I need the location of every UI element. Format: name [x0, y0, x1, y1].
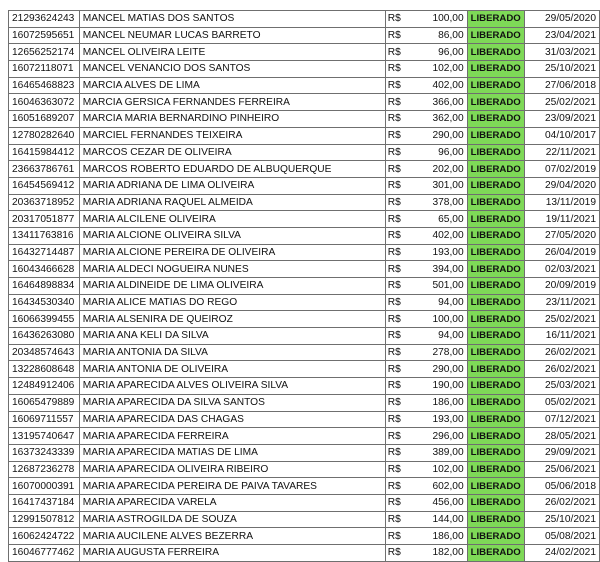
id-cell: 16046777462 [9, 545, 80, 562]
table-row [9, 127, 600, 144]
currency-cell: R$ [385, 394, 427, 411]
amount-cell: 366,00 [427, 94, 467, 111]
name-cell: MANCEL OLIVEIRA LEITE [79, 44, 385, 61]
status-badge: LIBERADO [467, 161, 524, 178]
currency-cell: R$ [385, 261, 427, 278]
name-cell: MANCEL NEUMAR LUCAS BARRETO [79, 27, 385, 44]
amount-cell: 290,00 [427, 127, 467, 144]
amount-cell: 190,00 [427, 378, 467, 395]
status-badge: LIBERADO [467, 11, 524, 28]
name-cell: MARIA ASTROGILDA DE SOUZA [79, 511, 385, 528]
id-cell: 16417437184 [9, 494, 80, 511]
id-cell: 16434530340 [9, 294, 80, 311]
table-row [9, 411, 600, 428]
name-cell: MARIA APARECIDA MATIAS DE LIMA [79, 444, 385, 461]
amount-cell: 278,00 [427, 344, 467, 361]
currency-cell: R$ [385, 478, 427, 495]
name-cell: MANCEL VENANCIO DOS SANTOS [79, 61, 385, 78]
name-cell: MARIA ALCIONE PEREIRA DE OLIVEIRA [79, 244, 385, 261]
id-cell: 16043466628 [9, 261, 80, 278]
status-badge: LIBERADO [467, 127, 524, 144]
table-body [9, 11, 600, 562]
amount-cell: 389,00 [427, 444, 467, 461]
date-cell: 16/11/2021 [524, 328, 599, 345]
name-cell: MARIA ANA KELI DA SILVA [79, 328, 385, 345]
id-cell: 23663786761 [9, 161, 80, 178]
id-cell: 16070000391 [9, 478, 80, 495]
currency-cell: R$ [385, 494, 427, 511]
currency-cell: R$ [385, 328, 427, 345]
date-cell: 25/10/2021 [524, 61, 599, 78]
currency-cell: R$ [385, 545, 427, 562]
amount-cell: 296,00 [427, 428, 467, 445]
amount-cell: 501,00 [427, 278, 467, 295]
date-cell: 25/06/2021 [524, 461, 599, 478]
table-row [9, 211, 600, 228]
id-cell: 16066399455 [9, 311, 80, 328]
date-cell: 26/02/2021 [524, 494, 599, 511]
table-row [9, 344, 600, 361]
id-cell: 16464898834 [9, 278, 80, 295]
table-row [9, 394, 600, 411]
currency-cell: R$ [385, 444, 427, 461]
currency-cell: R$ [385, 211, 427, 228]
date-cell: 05/06/2018 [524, 478, 599, 495]
currency-cell: R$ [385, 161, 427, 178]
amount-cell: 182,00 [427, 545, 467, 562]
amount-cell: 362,00 [427, 111, 467, 128]
name-cell: MARIA APARECIDA VARELA [79, 494, 385, 511]
id-cell: 12780282640 [9, 127, 80, 144]
status-badge: LIBERADO [467, 194, 524, 211]
currency-cell: R$ [385, 461, 427, 478]
date-cell: 27/05/2020 [524, 227, 599, 244]
date-cell: 13/11/2019 [524, 194, 599, 211]
currency-cell: R$ [385, 127, 427, 144]
currency-cell: R$ [385, 244, 427, 261]
name-cell: MARIA ALCIONE OLIVEIRA SILVA [79, 227, 385, 244]
name-cell: MARIA AUGUSTA FERREIRA [79, 545, 385, 562]
date-cell: 27/06/2018 [524, 77, 599, 94]
status-badge: LIBERADO [467, 361, 524, 378]
status-badge: LIBERADO [467, 294, 524, 311]
date-cell: 26/02/2021 [524, 344, 599, 361]
amount-cell: 102,00 [427, 61, 467, 78]
table-row [9, 44, 600, 61]
amount-cell: 193,00 [427, 244, 467, 261]
id-cell: 12656252174 [9, 44, 80, 61]
table-row [9, 328, 600, 345]
amount-cell: 100,00 [427, 11, 467, 28]
date-cell: 07/02/2019 [524, 161, 599, 178]
status-badge: LIBERADO [467, 428, 524, 445]
status-badge: LIBERADO [467, 44, 524, 61]
id-cell: 16072595651 [9, 27, 80, 44]
status-badge: LIBERADO [467, 311, 524, 328]
name-cell: MARIA APARECIDA PEREIRA DE PAIVA TAVARES [79, 478, 385, 495]
currency-cell: R$ [385, 94, 427, 111]
id-cell: 16069711557 [9, 411, 80, 428]
name-cell: MARIA ALSENIRA DE QUEIROZ [79, 311, 385, 328]
amount-cell: 456,00 [427, 494, 467, 511]
date-cell: 22/11/2021 [524, 144, 599, 161]
table-row [9, 177, 600, 194]
amount-cell: 65,00 [427, 211, 467, 228]
currency-cell: R$ [385, 194, 427, 211]
currency-cell: R$ [385, 77, 427, 94]
status-badge: LIBERADO [467, 211, 524, 228]
id-cell: 12991507812 [9, 511, 80, 528]
amount-cell: 86,00 [427, 27, 467, 44]
date-cell: 29/05/2020 [524, 11, 599, 28]
currency-cell: R$ [385, 411, 427, 428]
name-cell: MARCIA MARIA BERNARDINO PINHEIRO [79, 111, 385, 128]
table-row [9, 194, 600, 211]
beneficiary-table [8, 10, 600, 562]
id-cell: 16072118071 [9, 61, 80, 78]
date-cell: 26/02/2021 [524, 361, 599, 378]
name-cell: MARIA APARECIDA OLIVEIRA RIBEIRO [79, 461, 385, 478]
table-row [9, 94, 600, 111]
date-cell: 25/03/2021 [524, 378, 599, 395]
date-cell: 07/12/2021 [524, 411, 599, 428]
table-row [9, 461, 600, 478]
amount-cell: 186,00 [427, 394, 467, 411]
table-row [9, 61, 600, 78]
name-cell: MARIA APARECIDA DAS CHAGAS [79, 411, 385, 428]
name-cell: MANCEL MATIAS DOS SANTOS [79, 11, 385, 28]
table-row [9, 545, 600, 562]
id-cell: 16065479889 [9, 394, 80, 411]
currency-cell: R$ [385, 27, 427, 44]
id-cell: 16051689207 [9, 111, 80, 128]
name-cell: MARIA APARECIDA DA SILVA SANTOS [79, 394, 385, 411]
id-cell: 16373243339 [9, 444, 80, 461]
amount-cell: 602,00 [427, 478, 467, 495]
name-cell: MARIA ADRIANA RAQUEL ALMEIDA [79, 194, 385, 211]
name-cell: MARCIEL FERNANDES TEIXEIRA [79, 127, 385, 144]
date-cell: 23/04/2021 [524, 27, 599, 44]
currency-cell: R$ [385, 361, 427, 378]
currency-cell: R$ [385, 344, 427, 361]
amount-cell: 402,00 [427, 77, 467, 94]
name-cell: MARCIA GERSICA FERNANDES FERREIRA [79, 94, 385, 111]
name-cell: MARCOS ROBERTO EDUARDO DE ALBUQUERQUE [79, 161, 385, 178]
currency-cell: R$ [385, 511, 427, 528]
amount-cell: 96,00 [427, 44, 467, 61]
id-cell: 13195740647 [9, 428, 80, 445]
status-badge: LIBERADO [467, 545, 524, 562]
status-badge: LIBERADO [467, 411, 524, 428]
amount-cell: 202,00 [427, 161, 467, 178]
id-cell: 16432714487 [9, 244, 80, 261]
currency-cell: R$ [385, 11, 427, 28]
table-row [9, 378, 600, 395]
currency-cell: R$ [385, 177, 427, 194]
amount-cell: 144,00 [427, 511, 467, 528]
date-cell: 26/04/2019 [524, 244, 599, 261]
table-row [9, 77, 600, 94]
id-cell: 13411763816 [9, 227, 80, 244]
name-cell: MARCOS CEZAR DE OLIVEIRA [79, 144, 385, 161]
name-cell: MARIA AUCILENE ALVES BEZERRA [79, 528, 385, 545]
status-badge: LIBERADO [467, 94, 524, 111]
date-cell: 29/09/2021 [524, 444, 599, 461]
status-badge: LIBERADO [467, 394, 524, 411]
status-badge: LIBERADO [467, 278, 524, 295]
id-cell: 20348574643 [9, 344, 80, 361]
status-badge: LIBERADO [467, 328, 524, 345]
date-cell: 20/09/2019 [524, 278, 599, 295]
table-row [9, 528, 600, 545]
id-cell: 16454569412 [9, 177, 80, 194]
date-cell: 25/10/2021 [524, 511, 599, 528]
date-cell: 31/03/2021 [524, 44, 599, 61]
status-badge: LIBERADO [467, 227, 524, 244]
name-cell: MARCIA ALVES DE LIMA [79, 77, 385, 94]
table-row [9, 361, 600, 378]
status-badge: LIBERADO [467, 177, 524, 194]
id-cell: 16436263080 [9, 328, 80, 345]
date-cell: 23/11/2021 [524, 294, 599, 311]
amount-cell: 301,00 [427, 177, 467, 194]
date-cell: 25/02/2021 [524, 311, 599, 328]
status-badge: LIBERADO [467, 111, 524, 128]
status-badge: LIBERADO [467, 511, 524, 528]
currency-cell: R$ [385, 428, 427, 445]
table-row [9, 111, 600, 128]
date-cell: 19/11/2021 [524, 211, 599, 228]
table-row [9, 294, 600, 311]
table-row [9, 261, 600, 278]
amount-cell: 290,00 [427, 361, 467, 378]
status-badge: LIBERADO [467, 461, 524, 478]
date-cell: 28/05/2021 [524, 428, 599, 445]
currency-cell: R$ [385, 378, 427, 395]
amount-cell: 394,00 [427, 261, 467, 278]
currency-cell: R$ [385, 144, 427, 161]
status-badge: LIBERADO [467, 444, 524, 461]
status-badge: LIBERADO [467, 144, 524, 161]
date-cell: 24/02/2021 [524, 545, 599, 562]
id-cell: 12687236278 [9, 461, 80, 478]
name-cell: MARIA APARECIDA FERREIRA [79, 428, 385, 445]
currency-cell: R$ [385, 227, 427, 244]
table-row [9, 278, 600, 295]
name-cell: MARIA ANTONIA DE OLIVEIRA [79, 361, 385, 378]
date-cell: 05/02/2021 [524, 394, 599, 411]
id-cell: 16465468823 [9, 77, 80, 94]
table-row [9, 144, 600, 161]
name-cell: MARIA ALICE MATIAS DO REGO [79, 294, 385, 311]
name-cell: MARIA APARECIDA ALVES OLIVEIRA SILVA [79, 378, 385, 395]
table-row [9, 428, 600, 445]
status-badge: LIBERADO [467, 378, 524, 395]
currency-cell: R$ [385, 111, 427, 128]
id-cell: 20317051877 [9, 211, 80, 228]
status-badge: LIBERADO [467, 528, 524, 545]
status-badge: LIBERADO [467, 344, 524, 361]
table-row [9, 478, 600, 495]
status-badge: LIBERADO [467, 478, 524, 495]
currency-cell: R$ [385, 44, 427, 61]
table-row [9, 27, 600, 44]
id-cell: 16046363072 [9, 94, 80, 111]
amount-cell: 94,00 [427, 328, 467, 345]
status-badge: LIBERADO [467, 494, 524, 511]
table-row [9, 161, 600, 178]
date-cell: 25/02/2021 [524, 94, 599, 111]
amount-cell: 186,00 [427, 528, 467, 545]
table-row [9, 444, 600, 461]
name-cell: MARIA ANTONIA DA SILVA [79, 344, 385, 361]
name-cell: MARIA ADRIANA DE LIMA OLIVEIRA [79, 177, 385, 194]
date-cell: 29/04/2020 [524, 177, 599, 194]
id-cell: 13228608648 [9, 361, 80, 378]
table-row [9, 227, 600, 244]
currency-cell: R$ [385, 528, 427, 545]
status-badge: LIBERADO [467, 61, 524, 78]
name-cell: MARIA ALDECI NOGUEIRA NUNES [79, 261, 385, 278]
date-cell: 05/08/2021 [524, 528, 599, 545]
id-cell: 21293624243 [9, 11, 80, 28]
status-badge: LIBERADO [467, 27, 524, 44]
status-badge: LIBERADO [467, 244, 524, 261]
id-cell: 12484912406 [9, 378, 80, 395]
amount-cell: 100,00 [427, 311, 467, 328]
status-badge: LIBERADO [467, 261, 524, 278]
currency-cell: R$ [385, 311, 427, 328]
date-cell: 04/10/2017 [524, 127, 599, 144]
name-cell: MARIA ALDINEIDE DE LIMA OLIVEIRA [79, 278, 385, 295]
table-row [9, 511, 600, 528]
currency-cell: R$ [385, 294, 427, 311]
amount-cell: 378,00 [427, 194, 467, 211]
table-row [9, 311, 600, 328]
currency-cell: R$ [385, 61, 427, 78]
table-row [9, 244, 600, 261]
id-cell: 20363718952 [9, 194, 80, 211]
id-cell: 16415984412 [9, 144, 80, 161]
amount-cell: 402,00 [427, 227, 467, 244]
status-badge: LIBERADO [467, 77, 524, 94]
amount-cell: 96,00 [427, 144, 467, 161]
date-cell: 02/03/2021 [524, 261, 599, 278]
amount-cell: 94,00 [427, 294, 467, 311]
amount-cell: 193,00 [427, 411, 467, 428]
table-row [9, 11, 600, 28]
currency-cell: R$ [385, 278, 427, 295]
name-cell: MARIA ALCILENE OLIVEIRA [79, 211, 385, 228]
amount-cell: 102,00 [427, 461, 467, 478]
date-cell: 23/09/2021 [524, 111, 599, 128]
id-cell: 16062424722 [9, 528, 80, 545]
